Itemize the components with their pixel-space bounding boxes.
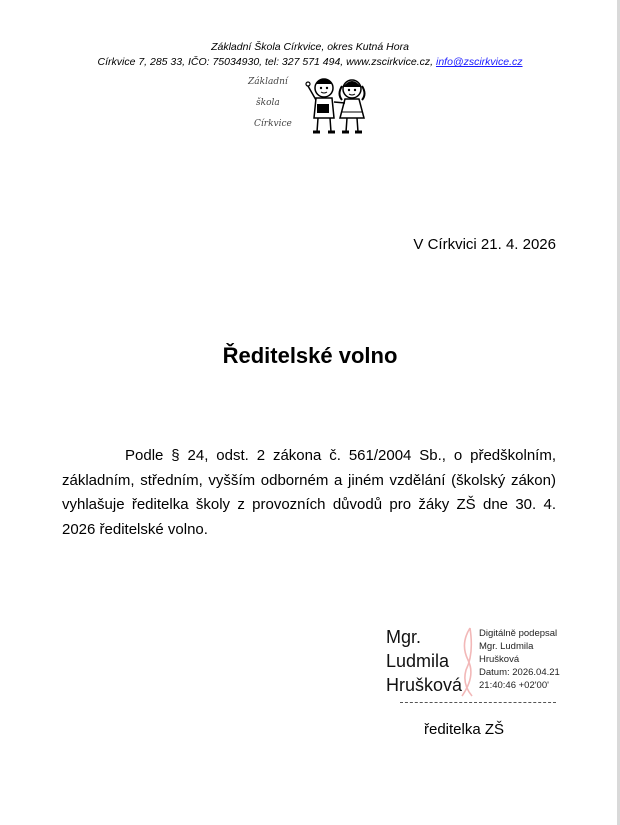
signature-details	[479, 627, 560, 692]
signature-detail-3: Hrušková	[479, 654, 520, 665]
contact-line	[0, 55, 620, 70]
logo-script-line-3: Církvice	[254, 119, 292, 129]
date-line: V Církvici 21. 4. 2026	[413, 236, 556, 253]
signer-name-line-3: Hrušková	[386, 675, 463, 695]
logo-script-line-2: škola	[256, 98, 280, 108]
signature-line	[400, 702, 556, 703]
signature-detail-5: 21:40:46 +02'00'	[479, 680, 549, 691]
logo-script	[248, 72, 308, 135]
signature-mark-icon	[456, 624, 480, 700]
signer-role: ředitelka ZŠ	[424, 721, 505, 738]
letterhead	[0, 40, 620, 70]
signature-detail-4: Datum: 2026.04.21	[479, 667, 560, 678]
children-icon	[304, 72, 374, 140]
school-name: Základní Škola Církvice, okres Kutná Hora	[211, 41, 409, 53]
signature-detail-2: Mgr. Ludmila	[479, 641, 534, 652]
signer-name-line-2: Ludmila	[386, 651, 450, 671]
signature-detail-1: Digitálně podepsal	[479, 628, 558, 639]
body-paragraph: Podle § 24, odst. 2 zákona č. 561/2004 Sb., o předškolním, základním, středním, vyšším odborném a jiném vzdělání (školský zákon) vyhlašuje ředitelka školy z provozních důvodů pro žáky ZŠ dne 30. 4. 2026 ředitelské volno.	[62, 447, 556, 538]
logo-script-line-1: Základní	[248, 77, 288, 87]
school-logo	[248, 72, 388, 140]
signer-name	[386, 625, 462, 697]
digital-signature[interactable]	[386, 620, 586, 700]
signer-name-line-1: Mgr.	[386, 627, 422, 647]
email-link[interactable]: info@zscirkvice.cz	[436, 56, 523, 68]
address-line: Církvice 7, 285 33, IČO: 75034930, tel: 327 571 494, www.zscirkvice.cz,	[97, 56, 434, 68]
document-title: Ředitelské volno	[222, 343, 398, 368]
